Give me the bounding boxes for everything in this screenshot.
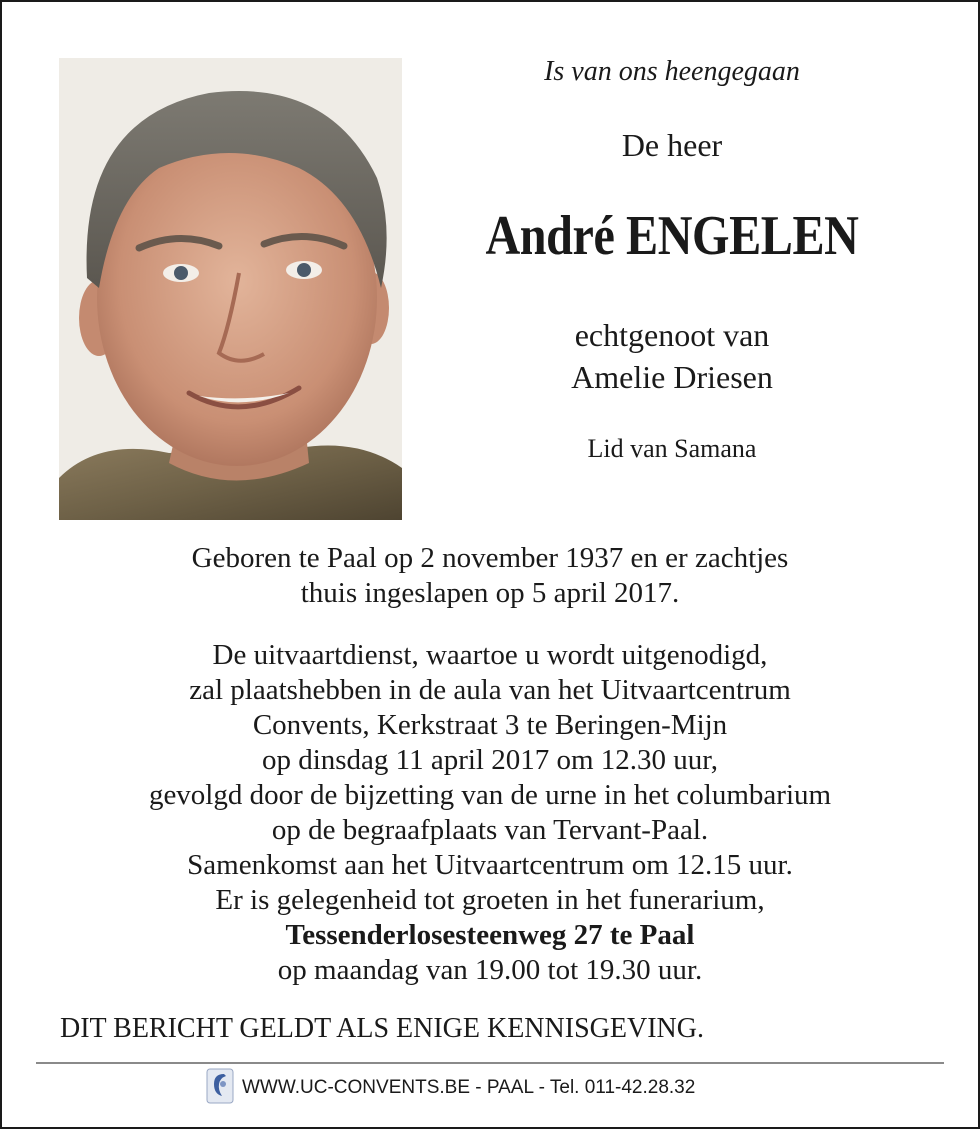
funeral-line: De uitvaartdienst, waartoe u wordt uitgenodigd, xyxy=(212,639,768,671)
spouse-name: Amelie Driesen xyxy=(571,359,773,395)
funeral-details xyxy=(20,638,960,988)
funerarium-address: Tessenderlosesteenweg 27 te Paal xyxy=(285,919,695,951)
intro-text: Is van ons heengegaan xyxy=(544,56,800,87)
footer-contact: WWW.UC-CONVENTS.BE - PAAL - Tel. 011-42.28.32 xyxy=(242,1077,696,1098)
funeral-line: Er is gelegenheid tot groeten in het funerarium, xyxy=(215,884,765,916)
spouse-block xyxy=(420,314,924,398)
funeral-line: op de begraafplaats van Tervant-Paal. xyxy=(271,814,709,846)
funeral-line: Convents, Kerkstraat 3 te Beringen-Mijn xyxy=(252,709,728,741)
funeral-line: op maandag van 19.00 tot 19.30 uur. xyxy=(277,954,703,986)
honorific: De heer xyxy=(621,127,723,163)
membership: Lid van Samana xyxy=(587,434,757,463)
deceased-name: André ENGELEN xyxy=(485,205,859,267)
portrait-image xyxy=(59,58,402,520)
divider xyxy=(36,1062,944,1064)
portrait-photo xyxy=(59,58,402,520)
funeral-line: zal plaatshebben in de aula van het Uitvaartcentrum xyxy=(189,674,791,706)
birth-text xyxy=(20,541,960,611)
funeral-line: op dinsdag 11 april 2017 om 12.30 uur, xyxy=(261,744,719,776)
funeral-line: gevolgd door de bijzetting van de urne in het columbarium xyxy=(148,779,832,811)
birth-line: thuis ingeslapen op 5 april 2017. xyxy=(300,577,680,609)
funeral-home-logo-icon xyxy=(206,1068,234,1109)
footer xyxy=(206,1068,695,1108)
funeral-line: Samenkomst aan het Uitvaartcentrum om 12.15 uur. xyxy=(187,849,793,881)
notice-text: DIT BERICHT GELDT ALS ENIGE KENNISGEVING. xyxy=(60,1013,704,1044)
birth-line: Geboren te Paal op 2 november 1937 en er zachtjes xyxy=(191,542,789,574)
spouse-label: echtgenoot van xyxy=(574,317,770,353)
